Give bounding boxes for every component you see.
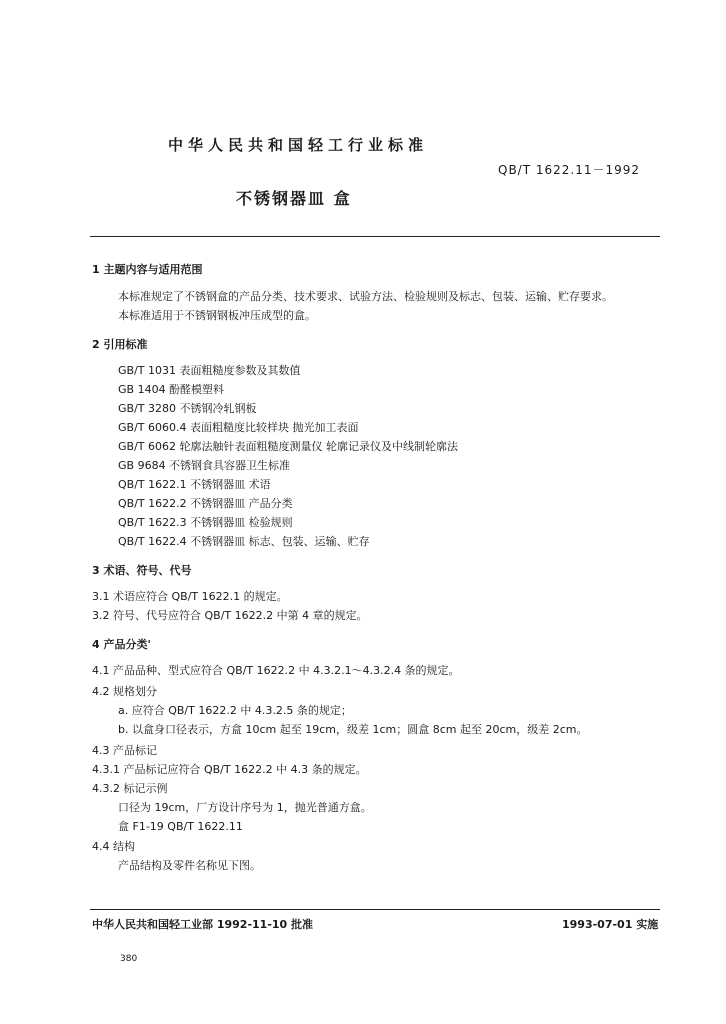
approval-line: 中华人民共和国轻工业部 1992-11-10 批准 (92, 918, 314, 931)
marking-example-text: 口径为 19cm，厂方设计序号为 1，抛光普通方盒。 (118, 801, 372, 814)
reference-item: GB 9684 不锈钢食具容器卫生标准 (118, 459, 291, 472)
section-1-paragraph-2: 本标准适用于不锈钢钢板冲压成型的盒。 (118, 309, 316, 322)
clause-4-3: 4.3 产品标记 (92, 744, 157, 757)
document-title: 不锈钢器皿 盒 (236, 189, 352, 208)
reference-item: QB/T 1622.3 不锈钢器皿 检验规则 (118, 516, 293, 529)
reference-item: GB/T 3280 不锈钢冷轧钢板 (118, 402, 257, 415)
clause-4-3-1: 4.3.1 产品标记应符合 QB/T 1622.2 中 4.3 条的规定。 (92, 763, 367, 776)
clause-4-2-b: b. 以盒身口径表示，方盒 10cm 起至 19cm，级差 1cm；圆盒 8cm 起至 20cm，级差 2cm。 (118, 723, 588, 736)
section-3-heading: 3 术语、符号、代号 (92, 564, 192, 577)
reference-item: GB/T 6062 轮廓法触针表面粗糙度测量仪 轮廓记录仪及中线制轮廓法 (118, 440, 458, 453)
reference-item: QB/T 1622.2 不锈钢器皿 产品分类 (118, 497, 293, 510)
structure-note: 产品结构及零件名称见下图。 (118, 859, 261, 872)
clause-4-1: 4.1 产品品种、型式应符合 QB/T 1622.2 中 4.3.2.1～4.3.2.4 条的规定。 (92, 664, 460, 677)
page-number: 380 (120, 954, 138, 964)
marking-example-code: 盒 F1-19 QB/T 1622.11 (118, 820, 243, 833)
reference-item: GB/T 1031 表面粗糙度参数及其数值 (118, 364, 301, 377)
org-title: 中华人民共和国轻工行业标准 (168, 136, 429, 154)
reference-item: QB/T 1622.4 不锈钢器皿 标志、包装、运输、贮存 (118, 535, 370, 548)
section-4-heading: 4 产品分类' (92, 638, 151, 651)
reference-item: GB 1404 酚醛模塑料 (118, 383, 225, 396)
clause-3-2: 3.2 符号、代号应符合 QB/T 1622.2 中第 4 章的规定。 (92, 609, 368, 622)
clause-4-3-2: 4.3.2 标记示例 (92, 782, 168, 795)
reference-item: GB/T 6060.4 表面粗糙度比较样块 抛光加工表面 (118, 421, 359, 434)
clause-3-1: 3.1 术语应符合 QB/T 1622.1 的规定。 (92, 590, 288, 603)
clause-4-4: 4.4 结构 (92, 840, 135, 853)
header-rule (90, 236, 660, 237)
standard-code: QB/T 1622.11－1992 (498, 163, 641, 177)
section-1-paragraph-1: 本标准规定了不锈钢盒的产品分类、技术要求、试验方法、检验规则及标志、包装、运输、贮存要求。 (118, 290, 613, 303)
section-1-heading: 1 主题内容与适用范围 (92, 263, 203, 276)
clause-4-2: 4.2 规格划分 (92, 685, 157, 698)
section-2-heading: 2 引用标准 (92, 338, 148, 351)
effective-date: 1993-07-01 实施 (562, 918, 659, 931)
reference-item: QB/T 1622.1 不锈钢器皿 术语 (118, 478, 271, 491)
footer-rule (90, 909, 660, 910)
clause-4-2-a: a. 应符合 QB/T 1622.2 中 4.3.2.5 条的规定； (118, 704, 352, 717)
